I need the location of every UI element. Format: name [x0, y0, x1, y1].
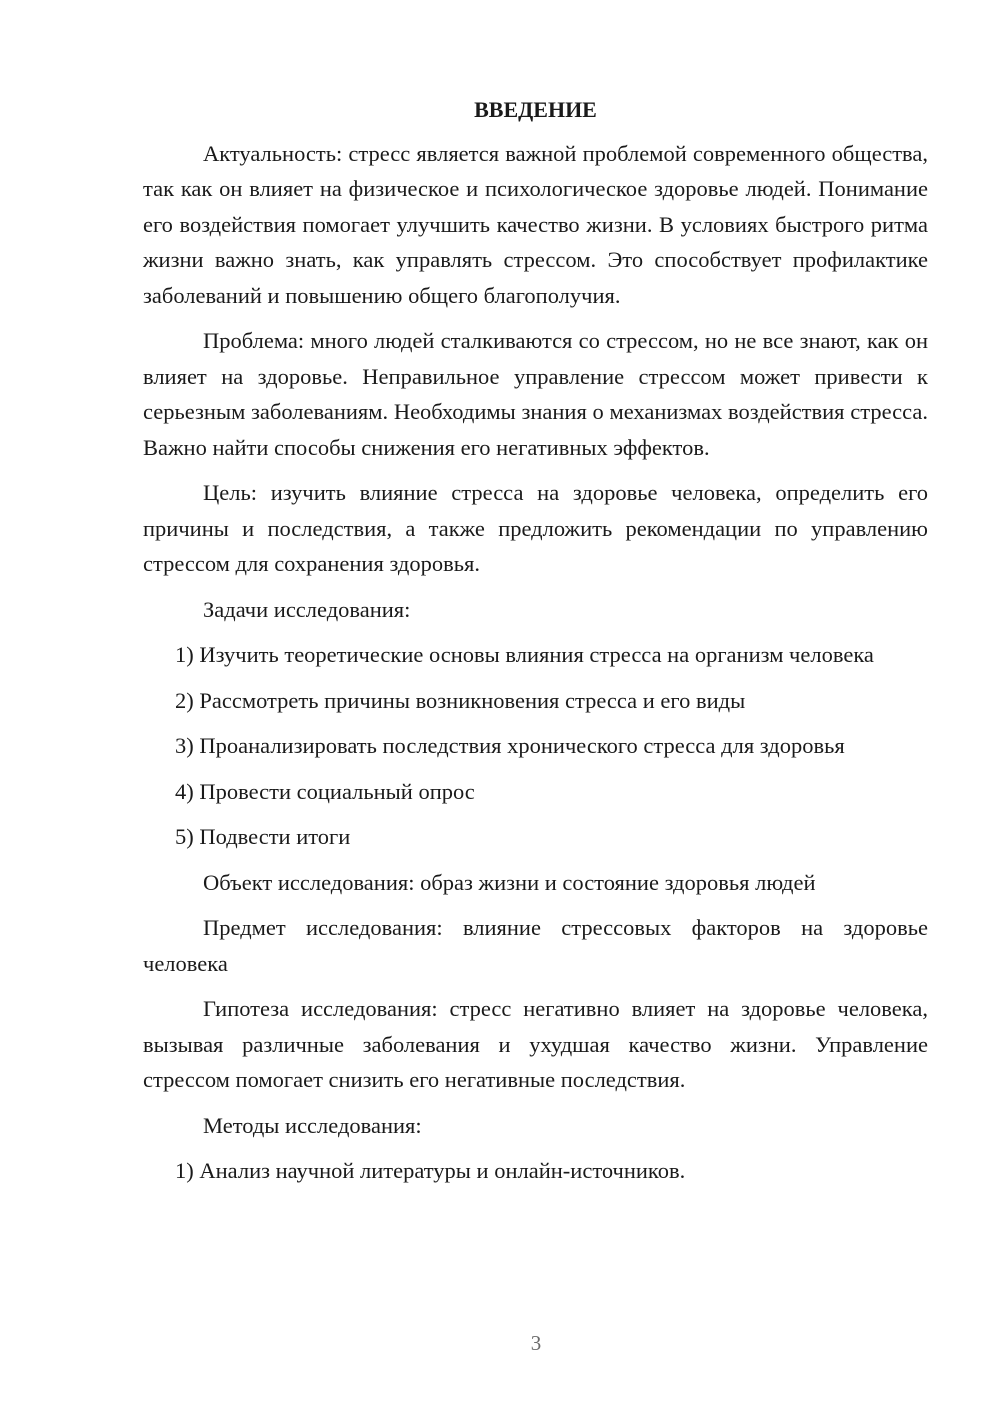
method-item-1: 1) Анализ научной литературы и онлайн-источников.	[175, 1158, 686, 1183]
page-number: 3	[530, 1331, 542, 1355]
hypothesis-paragraph: Гипотеза исследования: стресс негативно влияет на здоровье человека, вызывая различные заболевания и ухудшая качество жизни. Управление стрессом помогает снизить его негативные последствия.	[143, 996, 928, 1092]
task-item-1: 1) Изучить теоретические основы влияния стресса на организм человека	[175, 642, 874, 667]
task-item-4: 4) Провести социальный опрос	[175, 778, 475, 804]
task-item-3: 3) Проанализировать последствия хронического стресса для здоровья	[175, 733, 845, 758]
tasks-heading: Задачи исследования:	[203, 596, 411, 622]
object-paragraph: Объект исследования: образ жизни и состояние здоровья людей	[203, 869, 816, 895]
methods-heading: Методы исследования:	[203, 1112, 422, 1138]
relevance-paragraph: Актуальность: стресс является важной проблемой современного общества, так как он влияет на физическое и психологическое здоровье людей. Понимание его воздействия помогает улучшить качество жизни. В условиях быстрого ритма жизни важно знать, как управлять стрессом. Это способствует профилактике заболеваний и повышению общего благополучия.	[143, 140, 928, 308]
page-title: ВВЕДЕНИЕ	[474, 97, 597, 122]
task-item-2: 2) Рассмотреть причины возникновения стресса и его виды	[175, 687, 746, 713]
problem-paragraph: Проблема: много людей сталкиваются со стрессом, но не все знают, как он влияет на здоровье. Неправильное управление стрессом может привести к серьезным заболеваниям. Необходимы знания о механизмах воздействия стресса. Важно найти способы снижения его негативных эффектов.	[143, 328, 928, 460]
task-item-5: 5) Подвести итоги	[175, 824, 351, 849]
subject-paragraph: Предмет исследования: влияние стрессовых факторов на здоровье человека	[143, 915, 928, 976]
goal-paragraph: Цель: изучить влияние стресса на здоровье человека, определить его причины и последствия, а также предложить рекомендации по управлению стрессом для сохранения здоровья.	[143, 480, 928, 576]
document-page	[143, 92, 928, 1199]
